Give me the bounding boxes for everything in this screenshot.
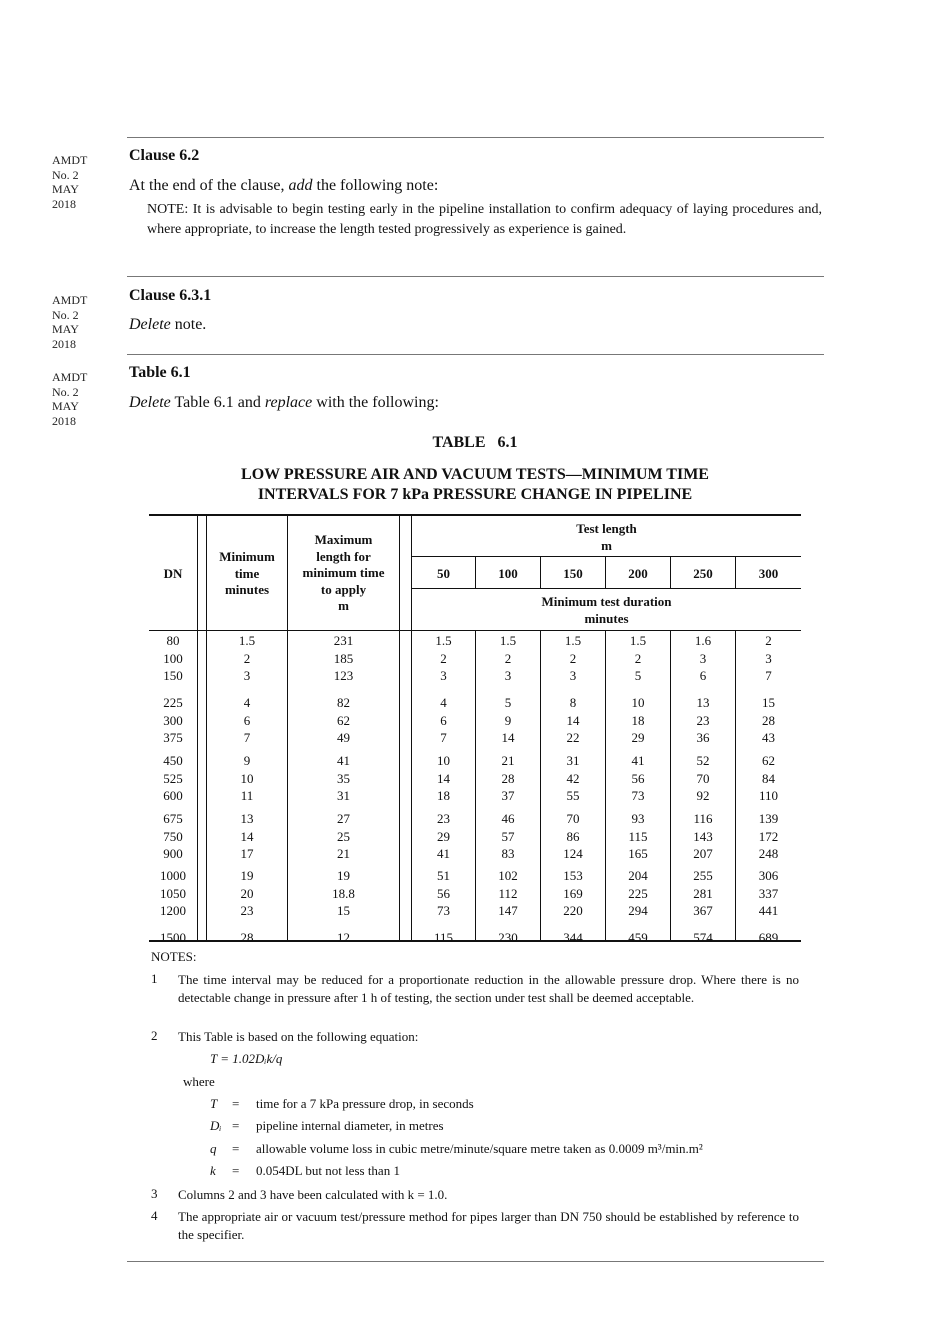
header-test-length	[412, 521, 801, 554]
table-cell: 43	[762, 730, 775, 745]
table-cell: 2	[504, 650, 512, 666]
dn-cell: 1050	[160, 885, 186, 901]
table-cell: 56	[437, 885, 450, 901]
header-line: m	[601, 537, 612, 553]
table-cell: 1.5	[629, 633, 647, 648]
table-cell: 11	[240, 788, 254, 803]
header-line: time	[234, 565, 260, 581]
table-cell: 14	[437, 770, 450, 786]
table-cell: 294	[628, 903, 648, 918]
dn-cell: 900	[163, 846, 183, 861]
table-cell: 3	[765, 650, 772, 666]
table-cell: 3	[504, 668, 512, 683]
table-cell: 28	[240, 930, 254, 945]
note-3: Columns 2 and 3 have been calculated with k = 1.0.	[178, 1187, 448, 1202]
table-cell: 7	[765, 668, 772, 683]
table-cell: 204	[628, 868, 648, 883]
table-cell: 3	[440, 668, 447, 683]
table-cell: 31	[337, 788, 350, 803]
table-cell: 337	[758, 885, 779, 901]
table-cell: 19	[337, 868, 350, 883]
table-cell: 7	[243, 730, 251, 745]
header-line: Test length	[576, 521, 637, 536]
def-symbol: Dᵢ	[210, 1118, 222, 1133]
margin-line: 2018	[52, 336, 76, 351]
table-cell: 110	[758, 788, 779, 803]
header-line: to apply	[320, 581, 367, 597]
instruction-6-3-1	[129, 316, 206, 334]
table-cell: 5	[504, 695, 512, 710]
table-cell: 3	[243, 668, 251, 683]
table-cell: 28	[501, 770, 515, 786]
table-cell: 14	[566, 712, 580, 728]
margin-line: AMDT	[52, 293, 88, 307]
table-cell: 139	[758, 811, 779, 826]
table-cell: 116	[693, 811, 713, 826]
def-symbol: T	[210, 1096, 218, 1111]
table-cell: 15	[762, 695, 775, 710]
table-cell: 70	[696, 770, 710, 786]
dn-cell: 100	[163, 650, 183, 666]
table-cell: 18.8	[332, 885, 355, 901]
table-cell: 4	[440, 695, 447, 710]
table-cell: 9	[243, 753, 251, 768]
margin-line: AMDT	[52, 370, 88, 384]
note-4: The appropriate air or vacuum test/pressure method for pipes larger than DN 750 should be established by reference to the specifier.	[178, 1209, 799, 1242]
clause-heading-table-6-1: Table 6.1	[129, 364, 191, 381]
table-cell: 37	[501, 788, 515, 803]
table-cell: 10	[240, 770, 254, 786]
table-cell: 82	[337, 695, 350, 710]
table-cell: 1.5	[238, 633, 256, 648]
notes-heading: NOTES:	[151, 949, 197, 964]
dn-cell: 80	[166, 633, 180, 648]
header-length-250: 250	[693, 566, 713, 581]
table-cell: 14	[501, 730, 515, 745]
dn-cell: 675	[163, 811, 183, 826]
table-cell: 3	[699, 650, 707, 666]
table-cell: 18	[631, 712, 645, 728]
def-text: 0.054DL but not less than 1	[256, 1163, 400, 1178]
table-cell: 185	[333, 650, 354, 666]
table-cell: 52	[696, 753, 710, 768]
def-equals: =	[232, 1163, 240, 1178]
header-length-100: 100	[498, 566, 518, 581]
table-cell: 49	[337, 730, 350, 745]
table-cell: 62	[337, 712, 350, 728]
dn-cell: 225	[163, 695, 183, 710]
table-cell: 367	[693, 903, 713, 918]
table-label: TABLE 6.1	[432, 434, 518, 451]
margin-line: AMDT	[52, 153, 88, 167]
table-cell: 29	[437, 828, 450, 844]
table-cell: 4	[243, 695, 251, 710]
def-symbol: q	[210, 1141, 217, 1156]
note-2: This Table is based on the following equation:	[178, 1029, 419, 1044]
rule-bottom	[127, 1261, 824, 1262]
table-cell: 2	[634, 650, 642, 666]
table-cell: 1.5	[435, 633, 452, 648]
table-cell: 689	[758, 930, 779, 945]
table-cell: 83	[501, 846, 515, 861]
margin-line: MAY	[52, 399, 79, 413]
table-cell: 23	[696, 712, 710, 728]
amendment-margin-note-2	[52, 293, 112, 351]
margin-line: MAY	[52, 182, 79, 196]
table-cell: 93	[631, 811, 645, 826]
table-cell: 123	[333, 668, 354, 683]
table-cell: 3	[569, 668, 577, 683]
table-cell: 23	[437, 811, 450, 826]
instruction-emphasis: Delete	[129, 316, 171, 333]
header-dn: DN	[163, 566, 183, 581]
note-number-3: 3	[151, 1186, 158, 1201]
instruction-6-2	[129, 177, 438, 195]
def-text: pipeline internal diameter, in metres	[256, 1118, 444, 1133]
header-inner-border	[411, 588, 801, 589]
table-cell: 19	[240, 868, 254, 883]
table-cell: 1.6	[694, 633, 712, 648]
margin-line: MAY	[52, 322, 79, 336]
table-cell: 6	[440, 712, 447, 728]
instruction-text: At the end of the clause,	[129, 177, 289, 194]
instruction-table-6-1	[129, 394, 439, 412]
table-cell: 2	[243, 650, 251, 666]
table-cell: 102	[498, 868, 518, 883]
table-cell: 459	[628, 930, 648, 945]
table-cell: 28	[762, 712, 775, 728]
table-cell: 42	[566, 770, 580, 786]
table-cell: 2	[569, 650, 577, 666]
table-cell: 46	[501, 811, 515, 826]
table-cell: 41	[631, 753, 645, 768]
table-cell: 574	[693, 930, 713, 945]
dn-cell: 300	[163, 712, 183, 728]
def-equals: =	[232, 1118, 240, 1133]
table-title-line: INTERVALS FOR 7 kPa PRESSURE CHANGE IN PIPELINE	[257, 486, 693, 503]
rule	[127, 354, 824, 355]
instruction-text: note.	[170, 316, 207, 333]
table-cell: 17	[240, 846, 254, 861]
header-line: minutes	[584, 610, 629, 626]
table-cell: 124	[563, 846, 583, 861]
header-line: Maximum	[314, 532, 373, 547]
header-length-50: 50	[437, 566, 450, 581]
header-line: Minimum test duration	[541, 594, 672, 609]
added-note: NOTE: It is advisable to begin testing early in the pipeline installation to confirm adequacy of laying procedures and, where appropriate, to increase the length tested progressively as experience is gained.	[147, 202, 822, 237]
table-title-line: LOW PRESSURE AIR AND VACUUM TESTS—MINIMUM TIME	[241, 466, 709, 483]
table-cell: 112	[498, 885, 518, 901]
header-maximum-length	[288, 532, 399, 615]
table-cell: 6	[699, 668, 707, 683]
instruction-emphasis: add	[288, 177, 313, 194]
table-cell: 115	[628, 828, 648, 844]
table-cell: 169	[563, 885, 583, 901]
table-cell: 1.5	[564, 633, 582, 648]
table-cell: 147	[498, 903, 518, 918]
table-cell: 9	[504, 712, 512, 728]
amendment-margin-note-1	[52, 153, 112, 211]
table-cell: 6	[243, 712, 251, 728]
table-cell: 7	[440, 730, 447, 745]
dn-cell: 1500	[160, 930, 186, 945]
table-cell: 36	[696, 730, 710, 745]
table-cell: 1.5	[499, 633, 517, 648]
table-cell: 281	[693, 885, 713, 901]
instruction-text: Table 6.1 and	[170, 394, 265, 411]
table-cell: 441	[758, 903, 779, 918]
table-cell: 172	[758, 828, 779, 844]
def-symbol: k	[210, 1163, 216, 1178]
header-line: length for	[316, 548, 371, 564]
table-cell: 23	[240, 903, 254, 918]
instruction-text: the following note:	[312, 177, 439, 194]
amendment-margin-note-3	[52, 370, 112, 428]
table-cell: 306	[758, 868, 779, 883]
instruction-emphasis: Delete	[129, 394, 171, 411]
table-cell: 12	[337, 930, 350, 945]
table-cell: 41	[337, 753, 350, 768]
dn-cell: 1000	[160, 868, 186, 883]
header-minimum-time	[207, 549, 287, 599]
table-cell: 2	[765, 633, 772, 648]
table-cell: 14	[240, 828, 254, 844]
def-text: time for a 7 kPa pressure drop, in seconds	[256, 1096, 474, 1111]
table-cell: 344	[563, 930, 583, 945]
margin-line: 2018	[52, 413, 76, 428]
rule-top	[127, 137, 824, 138]
table-cell: 73	[631, 788, 645, 803]
table-cell: 153	[563, 868, 583, 883]
dn-cell: 150	[163, 668, 183, 683]
rule	[127, 276, 824, 277]
table-cell: 25	[337, 828, 350, 844]
table-cell: 73	[437, 903, 450, 918]
table-cell: 225	[628, 885, 648, 901]
note-1: The time interval may be reduced for a proportionate reduction in the allowable pressure drop. Where there is no detectable change in pressure after 1 h of testing, the section under test shall be deemed acceptable.	[178, 972, 799, 1005]
clause-heading-6-3-1: Clause 6.3.1	[129, 287, 212, 304]
table-cell: 115	[433, 930, 454, 945]
dn-cell: 1200	[160, 903, 186, 918]
header-line: Minimum	[219, 549, 275, 564]
def-equals: =	[232, 1141, 240, 1156]
margin-line: No. 2	[52, 384, 79, 399]
header-length-150: 150	[563, 566, 583, 581]
table-cell: 255	[693, 868, 713, 883]
table-cell: 13	[696, 695, 710, 710]
def-text: allowable volume loss in cubic metre/minute/square metre taken as 0.0009 m³/min.m²	[256, 1141, 703, 1156]
table-cell: 56	[631, 770, 645, 786]
table-cell: 35	[337, 770, 350, 786]
table-title	[0, 465, 950, 505]
table-cell: 27	[337, 811, 350, 826]
note-number-4: 4	[151, 1208, 158, 1223]
table-cell: 20	[240, 885, 254, 901]
table-cell: 41	[437, 846, 450, 861]
table-cell: 51	[437, 868, 450, 883]
table-cell: 55	[566, 788, 580, 803]
table-cell: 31	[566, 753, 580, 768]
table-cell: 230	[498, 930, 518, 945]
header-line: minimum time	[302, 565, 385, 580]
dn-cell: 600	[163, 788, 183, 803]
table-cell: 13	[240, 811, 254, 826]
dn-cell: 750	[163, 828, 183, 844]
table-cell: 2	[440, 650, 447, 666]
instruction-text: with the following:	[312, 394, 439, 411]
table-cell: 57	[501, 828, 515, 844]
table-cell: 18	[437, 788, 450, 803]
note-number-2: 2	[151, 1028, 158, 1043]
table-cell: 10	[631, 695, 645, 710]
table-cell: 29	[631, 730, 645, 745]
column-border	[197, 516, 198, 940]
margin-line: 2018	[52, 196, 76, 211]
table-cell: 143	[693, 828, 713, 844]
dn-cell: 450	[163, 753, 183, 768]
table-cell: 248	[758, 846, 779, 861]
dn-cell: 375	[163, 730, 183, 745]
dn-cell: 525	[163, 770, 183, 786]
table-cell: 22	[566, 730, 580, 745]
where-label: where	[183, 1074, 215, 1089]
table-cell: 62	[762, 753, 775, 768]
header-minimum-test-duration	[412, 594, 801, 627]
header-inner-border	[411, 556, 801, 557]
table-cell: 220	[563, 903, 583, 918]
table-cell: 21	[337, 846, 350, 861]
clause-heading-6-2: Clause 6.2	[129, 147, 200, 164]
table-cell: 165	[628, 846, 648, 861]
data-table	[149, 514, 801, 945]
table-top-border	[149, 514, 801, 516]
def-equals: =	[232, 1096, 240, 1111]
table-cell: 231	[333, 633, 354, 648]
column-border	[399, 516, 400, 940]
table-cell: 10	[437, 753, 450, 768]
table-cell: 84	[762, 770, 775, 786]
table-cell: 207	[693, 846, 713, 861]
note-number-1: 1	[151, 971, 158, 986]
margin-line: No. 2	[52, 167, 79, 182]
table-cell: 92	[696, 788, 710, 803]
header-length-300: 300	[758, 566, 779, 581]
header-line: m	[338, 598, 349, 613]
instruction-emphasis: replace	[264, 394, 313, 411]
table-cell: 8	[569, 695, 577, 710]
table-cell: 15	[337, 903, 350, 918]
header-length-200: 200	[628, 566, 648, 581]
table-cell: 5	[634, 668, 642, 683]
table-cell: 21	[501, 753, 515, 768]
margin-line: No. 2	[52, 307, 79, 322]
equation: T = 1.02Dᵢk/q	[210, 1051, 283, 1066]
header-line: minutes	[224, 582, 270, 597]
table-cell: 70	[566, 811, 580, 826]
table-cell: 86	[566, 828, 580, 844]
